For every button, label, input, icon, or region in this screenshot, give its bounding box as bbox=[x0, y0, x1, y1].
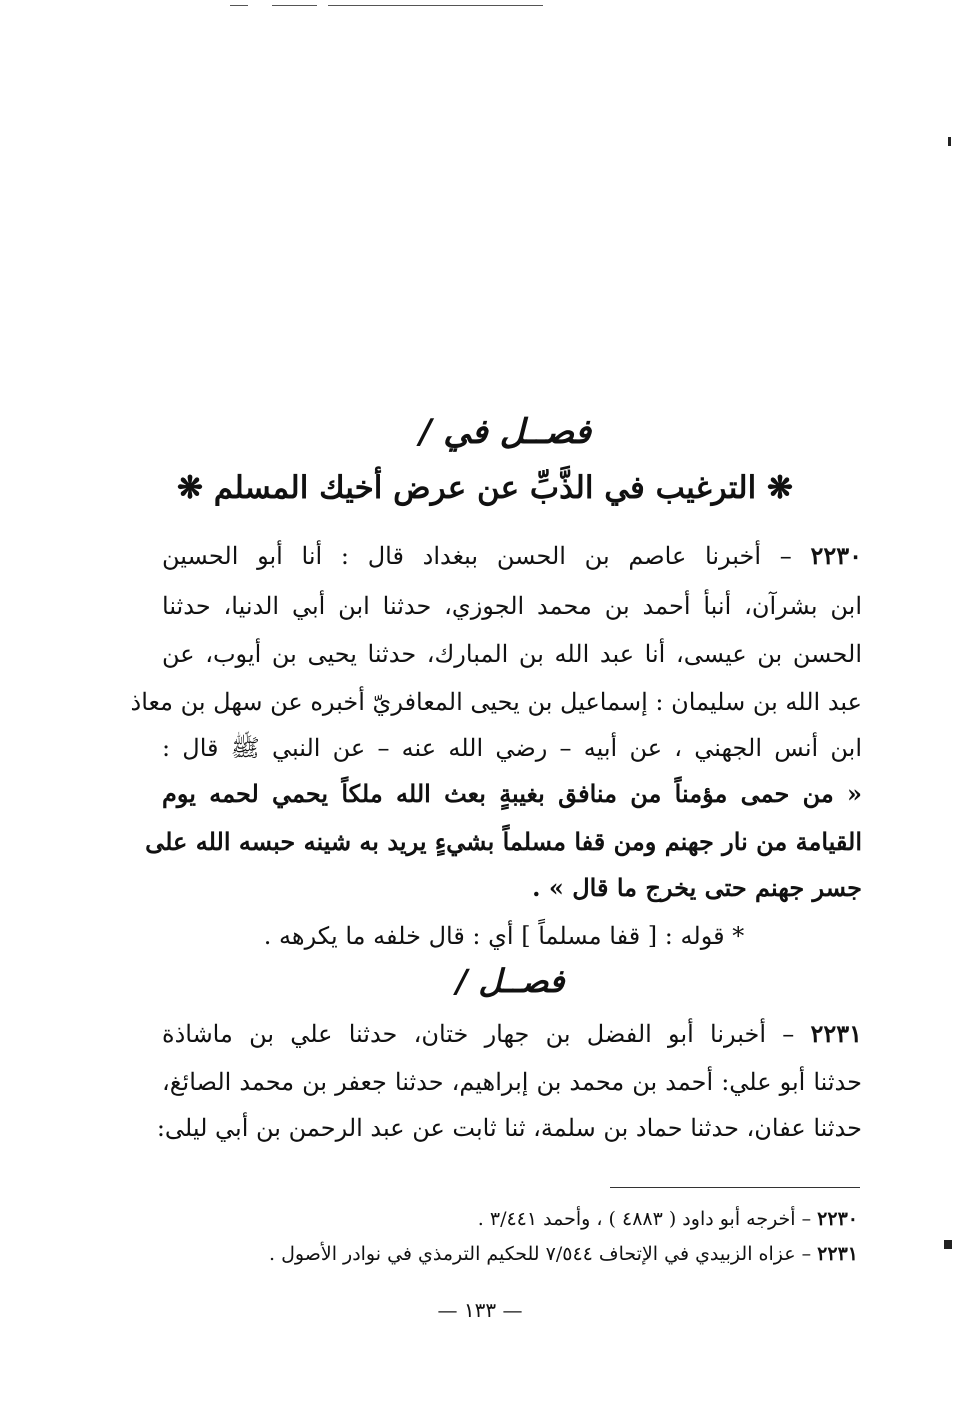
hadith-2230-line-2: ابن بشرآن، أنبأ أحمد بن محمد الجوزي، حدثنا ابن أبي الدنيا، حدثنا bbox=[162, 592, 862, 620]
hadith-2230-line-3: الحسن بن عيسى، أنا عبد الله بن المبارك، حدثنا يحيى بن أيوب، عن bbox=[162, 640, 862, 668]
hadith-2230-line-1 bbox=[162, 541, 862, 570]
hadith-2231-line-1 bbox=[162, 1019, 862, 1048]
hadith-2230-text-line-1: « من حمى مؤمناً من منافق بغيبةٍ بعث الله ملكاً يحمي لحمه يوم bbox=[162, 779, 862, 808]
edge-mark-bottom bbox=[944, 1240, 952, 1249]
hadith-2231-number: ٢٢٣١ bbox=[810, 1019, 862, 1048]
footnote-2230-text: – أخرجه أبو داود ( ٤٨٨٣ ) ، وأحمد ٣/٤٤١ . bbox=[477, 1208, 812, 1230]
footnote-2231 bbox=[269, 1243, 858, 1265]
footnote-2231-text: – عزاه الزبيدي في الإتحاف ٧/٥٤٤ للحكيم الترمذي في نوادر الأصول . bbox=[269, 1243, 812, 1265]
hadith-2230-number: ٢٢٣٠ bbox=[810, 541, 862, 570]
top-rule-2 bbox=[272, 5, 317, 6]
hadith-2230-text-line-3: جسر جهنم حتى يخرج ما قال » . bbox=[532, 873, 862, 902]
hadith-2231-line-3: حدثنا عفان، حدثنا حماد بن سلمة، ثنا ثابت عن عبد الرحمن بن أبي ليلى: bbox=[156, 1114, 862, 1142]
hadith-2230-commentary: * قوله : [ قفا مسلماً ] أي : قال خلفه ما يكرهه . bbox=[263, 922, 745, 950]
edge-mark-top bbox=[948, 137, 951, 146]
footnote-2231-number: ٢٢٣١ bbox=[817, 1243, 858, 1265]
footnote-2230 bbox=[478, 1208, 858, 1230]
top-rule-3 bbox=[328, 5, 543, 6]
top-rule-1 bbox=[230, 5, 248, 6]
page-number: — ١٣٣ — bbox=[437, 1298, 523, 1322]
section-heading-1: فصــل في / bbox=[418, 412, 592, 452]
footnote-2230-number: ٢٢٣٠ bbox=[817, 1208, 858, 1230]
hadith-2231-line-2: حدثنا أبو علي: أحمد بن محمد بن إبراهيم، حدثنا جعفر بن محمد الصائغ، bbox=[162, 1068, 862, 1096]
hadith-2231-line-1-text: – أخبرنا أبو الفضل بن جهار ختان، حدثنا علي بن ماشاذة bbox=[162, 1020, 795, 1048]
hadith-2230-text-line-2: القيامة من نار جهنم ومن قفا مسلماً بشيءٍ يريد به شينه حبسه الله على bbox=[145, 827, 862, 856]
section-heading-2: فصــل / bbox=[455, 962, 565, 1000]
hadith-2230-line-4: عبد الله بن سليمان : إسماعيل بن يحيى المعافريّ أخبره عن سهل بن معاذ bbox=[130, 688, 862, 716]
footnote-rule bbox=[610, 1187, 860, 1188]
hadith-2230-line-1-text: – أخبرنا عاصم بن الحسن ببغداد قال : أنا أبو الحسين bbox=[162, 542, 792, 570]
hadith-2230-line-5: ابن أنس الجهني ، عن أبيه – رضي الله عنه – عن النبي ﷺ قال : bbox=[162, 734, 862, 762]
chapter-title: ❋ الترغيب في الذَّبِّ عن عرض أخيك المسلم ❋ bbox=[177, 470, 793, 506]
